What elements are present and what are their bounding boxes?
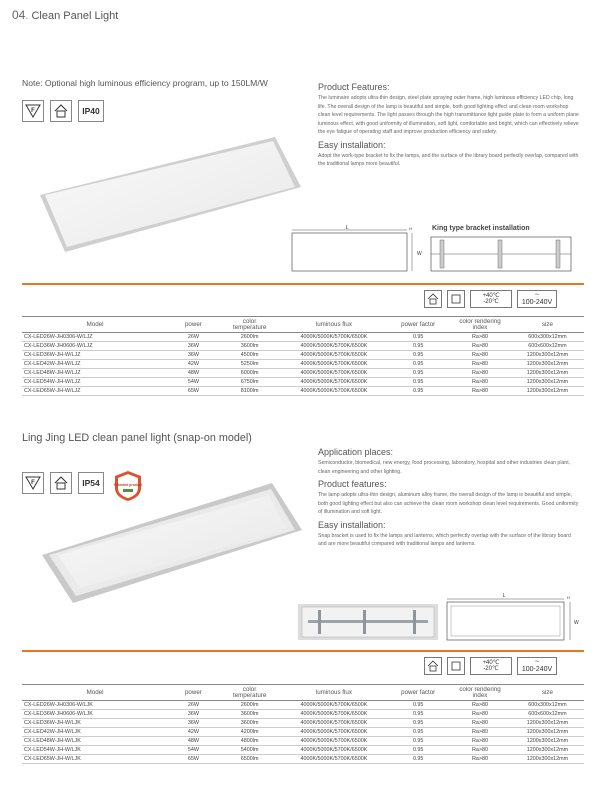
col-power: power (168, 685, 219, 701)
temperature-icon (470, 657, 512, 675)
cell-color-temp: 4000K/5000K/5700K/6500K (281, 351, 388, 360)
square-icon (447, 290, 465, 308)
features-title: Product Features: (318, 82, 390, 92)
house-icon (424, 290, 442, 308)
cell-model: CX-LED65W-JH-W/LJK (22, 755, 168, 764)
cell-cri: Ra>80 (449, 755, 511, 764)
cell-cri: Ra>80 (449, 387, 511, 396)
cell-size: 1200x300x12mm (511, 378, 584, 387)
temperature-range: +40℃ -20℃ (482, 293, 500, 305)
cell-power: 36W (168, 719, 219, 728)
temperature-icon (470, 290, 512, 308)
table-row (22, 719, 584, 728)
col-size: size (511, 317, 584, 333)
cell-color-temp: 4000K/5000K/5700K/6500K (281, 710, 388, 719)
cell-model: CX-LED36W-JH0606-W/LJZ (22, 342, 168, 351)
cell-model: CX-LED36W-JH0606-W/LJK (22, 710, 168, 719)
cell-power-factor: 0.95 (387, 369, 449, 378)
cell-size: 1200x300x12mm (511, 387, 584, 396)
cell-lumens: 6500lm (219, 755, 281, 764)
cell-color-temp: 4000K/5000K/5700K/6500K (281, 369, 388, 378)
col-cri: color rendering index (449, 317, 511, 333)
ip54-badge: IP54 (78, 472, 104, 494)
app-text: Semiconductor, biomedical, new energy, food processing, laboratory, hospital and other industries clean plant, clean engineering and other lighting. (318, 460, 571, 475)
cell-model: CX-LED65W-JH-W/LJZ (22, 387, 168, 396)
cell-model: CX-LED36W-JH-W/LJZ (22, 351, 168, 360)
app-title: Application places: (318, 447, 394, 457)
col-power-factor: power factor (387, 685, 449, 701)
cell-model: CX-LED54W-JH-W/LJZ (22, 378, 168, 387)
svg-text:F: F (31, 108, 35, 114)
cell-cri: Ra>80 (449, 360, 511, 369)
house-icon (50, 100, 72, 122)
cell-size: 1200x300x12mm (511, 737, 584, 746)
svg-text:Patented product: Patented product (114, 483, 142, 487)
install-text: Adopt the work-type bracket to fix the lamps, and the surface of the library board perfectly overlap, compared with the traditional lamps more beautiful. (318, 152, 579, 167)
cell-size: 600x600x12mm (511, 710, 584, 719)
cell-model: CX-LED54W-JH-W/LJK (22, 746, 168, 755)
cell-power-factor: 0.95 (387, 701, 449, 710)
cell-model: CX-LED26W-JH0306-W/LJK (22, 701, 168, 710)
square-icon (447, 657, 465, 675)
cell-power-factor: 0.95 (387, 755, 449, 764)
bracket-label: King type bracket installation (432, 225, 530, 232)
cell-lumens: 5250lm (219, 360, 281, 369)
dimension-drawing (287, 225, 422, 273)
table-row (22, 342, 584, 351)
install-title: Easy installation: (318, 139, 386, 150)
table-row (22, 701, 584, 710)
cell-cri: Ra>80 (449, 701, 511, 710)
cell-size: 600x600x12mm (511, 342, 584, 351)
section2-spec-table (22, 684, 584, 764)
cell-model: CX-LED42W-JH-W/LJK (22, 728, 168, 737)
table-row (22, 710, 584, 719)
table-row (22, 746, 584, 755)
cell-lumens: 6000lm (219, 369, 281, 378)
cell-size: 600x300x12mm (511, 701, 584, 710)
section1-divider (22, 283, 584, 285)
cell-color-temp: 4000K/5000K/5700K/6500K (281, 755, 388, 764)
cell-color-temp: 4000K/5000K/5700K/6500K (281, 746, 388, 755)
cell-power-factor: 0.95 (387, 710, 449, 719)
cell-power: 48W (168, 369, 219, 378)
cell-model: CX-LED48W-JH-W/LJK (22, 737, 168, 746)
cell-color-temp: 4000K/5000K/5700K/6500K (281, 360, 388, 369)
table-row (22, 755, 584, 764)
cell-size: 1200x300x12mm (511, 719, 584, 728)
cell-lumens: 3600lm (219, 710, 281, 719)
cell-color-temp: 4000K/5000K/5700K/6500K (281, 342, 388, 351)
cell-power-factor: 0.95 (387, 746, 449, 755)
cell-power-factor: 0.95 (387, 351, 449, 360)
house-icon (424, 657, 442, 675)
section1-cert-icons (22, 100, 104, 122)
svg-text:L: L (345, 225, 349, 231)
col-color-temp: color temperature (219, 317, 281, 333)
cell-power: 36W (168, 342, 219, 351)
section1-spec-table (22, 316, 584, 396)
col-cri: color rendering index (449, 685, 511, 701)
cell-size: 1200x300x12mm (511, 755, 584, 764)
cell-power: 54W (168, 746, 219, 755)
cell-size: 1200x300x12mm (511, 746, 584, 755)
cell-size: 600x300x12mm (511, 333, 584, 342)
cell-color-temp: 4000K/5000K/5700K/6500K (281, 701, 388, 710)
svg-text:H: H (409, 226, 412, 231)
cell-power-factor: 0.95 (387, 387, 449, 396)
cell-power: 26W (168, 333, 219, 342)
col-model: Model (22, 685, 168, 701)
svg-text:L: L (502, 593, 506, 599)
section2-spec-icons (424, 657, 557, 675)
col-color-temp: color temperature (219, 685, 281, 701)
cell-power-factor: 0.95 (387, 333, 449, 342)
panel-light-image (35, 135, 305, 255)
cell-color-temp: 4000K/5000K/5700K/6500K (281, 387, 388, 396)
cell-power: 26W (168, 701, 219, 710)
cell-power: 48W (168, 737, 219, 746)
cell-color-temp: 4000K/5000K/5700K/6500K (281, 737, 388, 746)
cell-size: 1200x300x12mm (511, 728, 584, 737)
cell-power-factor: 0.95 (387, 737, 449, 746)
section1-spec-icons (424, 290, 557, 308)
cell-power-factor: 0.95 (387, 360, 449, 369)
cell-lumens: 3600lm (219, 719, 281, 728)
cell-cri: Ra>80 (449, 378, 511, 387)
cell-power: 65W (168, 387, 219, 396)
temperature-range: +40℃ -20℃ (482, 660, 500, 672)
section1-note: Note: Optional high luminous efficiency program, up to 150LM/W (22, 78, 268, 88)
cell-lumens: 4200lm (219, 728, 281, 737)
cell-power: 36W (168, 710, 219, 719)
install-title: Easy installation: (318, 519, 386, 530)
cell-cri: Ra>80 (449, 710, 511, 719)
features-text: The lamp adopts ultra-thin design, aluminum alloy frame, the overall design of the lamp is beautiful and simple, both good lighting effect but also can achieve the clean room workshop clean level requirements. Good uniformity of illumination and soft light. (318, 492, 579, 515)
svg-text:W: W (574, 620, 579, 626)
cell-lumens: 5400lm (219, 746, 281, 755)
cell-size: 1200x300x12mm (511, 351, 584, 360)
section1-features (318, 82, 580, 172)
cell-power-factor: 0.95 (387, 719, 449, 728)
cell-lumens: 8100lm (219, 387, 281, 396)
svg-text:H: H (567, 595, 570, 600)
table-row (22, 737, 584, 746)
snap-panel-light-image (40, 475, 305, 605)
cell-lumens: 3600lm (219, 342, 281, 351)
cell-power-factor: 0.95 (387, 342, 449, 351)
col-size: size (511, 685, 584, 701)
page-header: 04. Clean Panel Light (12, 8, 119, 22)
col-luminous-flux: luminous flux (281, 685, 388, 701)
cell-power: 36W (168, 351, 219, 360)
voltage-label: 100-240V (521, 299, 553, 306)
cell-lumens: 4500lm (219, 351, 281, 360)
f-mark-icon (22, 100, 44, 122)
table-row (22, 369, 584, 378)
cell-cri: Ra>80 (449, 369, 511, 378)
table-row (22, 360, 584, 369)
page-number: 04 (12, 8, 26, 22)
cell-cri: Ra>80 (449, 333, 511, 342)
section2-title: Ling Jing LED clean panel light (snap-on model) (22, 432, 252, 444)
col-power: power (168, 317, 219, 333)
cell-color-temp: 4000K/5000K/5700K/6500K (281, 378, 388, 387)
section2-features (318, 447, 580, 552)
cell-model: CX-LED36W-JH-W/LJK (22, 719, 168, 728)
svg-text:F: F (31, 480, 35, 486)
cell-cri: Ra>80 (449, 728, 511, 737)
cell-size: 1200x300x12mm (511, 369, 584, 378)
bracket-drawing (430, 236, 575, 272)
cell-power: 42W (168, 360, 219, 369)
cell-model: CX-LED26W-JH0306-W/LJZ (22, 333, 168, 342)
col-power-factor: power factor (387, 317, 449, 333)
cell-cri: Ra>80 (449, 737, 511, 746)
col-luminous-flux: luminous flux (281, 317, 388, 333)
cell-color-temp: 4000K/5000K/5700K/6500K (281, 333, 388, 342)
cell-power-factor: 0.95 (387, 378, 449, 387)
cell-power: 65W (168, 755, 219, 764)
cell-lumens: 2600lm (219, 333, 281, 342)
features-text: The luminaire adopts ultra-thin design, steel plate spraying outer frame, high luminous efficiency LED chip, long life. The overall design of the lamp is beautiful and simple, both good lighting effect and clean room workshop clean level requirements. The light passes through the high transmittance light guide plate to form a uniform plane luminous effect, with good uniformity of illumination, soft light, comfortable and bright, which can effectively relieve the eye fatigue of operating staff and improve production efficiency and safety. (318, 95, 579, 135)
voltage-icon: ∼ 100-240V (517, 290, 557, 308)
svg-text:W: W (417, 251, 422, 257)
cell-cri: Ra>80 (449, 342, 511, 351)
cell-model: CX-LED42W-JH-W/LJZ (22, 360, 168, 369)
table-row (22, 728, 584, 737)
cell-power: 42W (168, 728, 219, 737)
cell-lumens: 2600lm (219, 701, 281, 710)
cell-color-temp: 4000K/5000K/5700K/6500K (281, 728, 388, 737)
table-row (22, 333, 584, 342)
section2-divider (22, 650, 584, 652)
cell-color-temp: 4000K/5000K/5700K/6500K (281, 719, 388, 728)
cell-lumens: 4800lm (219, 737, 281, 746)
install-text: Snap bracket is used to fix the lamps and lanterns, which perfectly overlap with the surface of the library board and are more beautiful compared with traditional lamps and lanterns. (318, 532, 571, 547)
table-row (22, 351, 584, 360)
snap-bracket-photo (298, 604, 438, 640)
cell-model: CX-LED48W-JH-W/LJZ (22, 369, 168, 378)
col-model: Model (22, 317, 168, 333)
cell-cri: Ra>80 (449, 719, 511, 728)
cell-lumens: 6750lm (219, 378, 281, 387)
snap-dimension-drawing (444, 592, 580, 644)
table-row (22, 387, 584, 396)
cell-cri: Ra>80 (449, 351, 511, 360)
cell-cri: Ra>80 (449, 746, 511, 755)
cell-size: 1200x300x12mm (511, 360, 584, 369)
cell-power-factor: 0.95 (387, 728, 449, 737)
ip40-badge: IP40 (78, 100, 104, 122)
page-title: Clean Panel Light (31, 10, 119, 22)
table-row (22, 378, 584, 387)
voltage-label: 100-240V (521, 666, 553, 673)
voltage-icon: ∼ 100-240V (517, 657, 557, 675)
cell-power: 54W (168, 378, 219, 387)
features-title: Product features: (318, 479, 387, 489)
